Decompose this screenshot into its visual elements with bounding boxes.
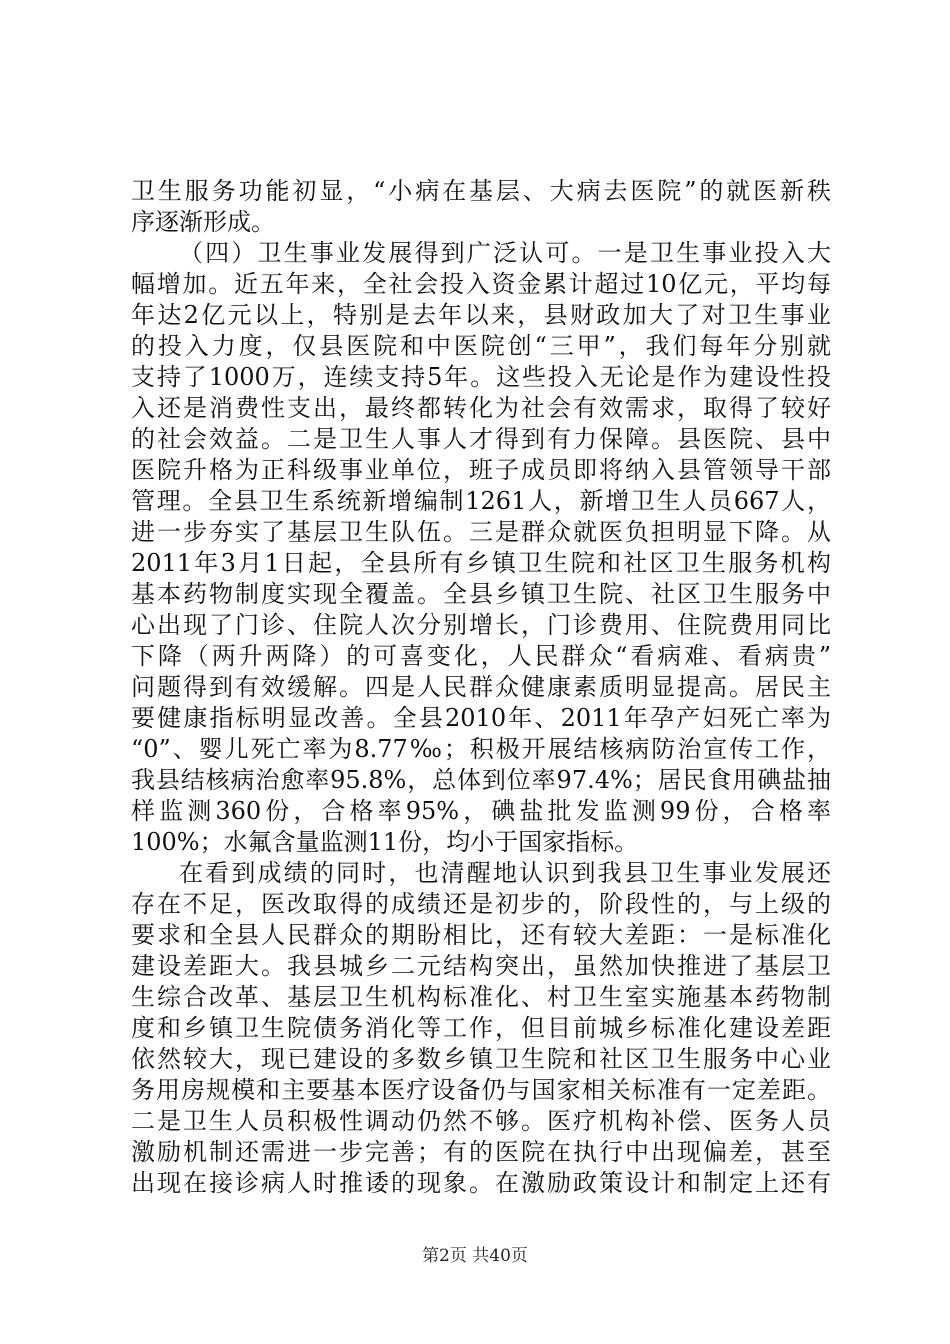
text-line: 二是卫生人员积极性调动仍然不够。医疗机构补偿、医务人员 xyxy=(131,1107,831,1135)
text-line: 务用房规模和主要基本医疗设备仍与国家相关标准有一定差距。 xyxy=(131,1076,831,1104)
text-line: 的社会效益。二是卫生人事人才得到有力保障。县医院、县中 xyxy=(131,425,831,453)
text-line: 存在不足，医改取得的成绩还是初步的，阶段性的，与上级的 xyxy=(131,890,831,918)
text-line: 下降（两升两降）的可喜变化，人民群众“看病难、看病贵” xyxy=(131,642,831,670)
text-line: 医院升格为正科级事业单位，班子成员即将纳入县管领导干部 xyxy=(131,456,831,484)
paragraph-first-line: 在看到成绩的同时，也清醒地认识到我县卫生事业发展还 xyxy=(179,859,831,887)
text-line: 的投入力度，仅县医院和中医院创“三甲”，我们每年分别就 xyxy=(131,332,831,360)
text-line: 要求和全县人民群众的期盼相比，还有较大差距：一是标准化 xyxy=(131,921,831,949)
page-number-footer: 第2页 共40页 xyxy=(422,1246,528,1266)
text-line: 度和乡镇卫生院债务消化等工作，但目前城乡标准化建设差距 xyxy=(131,1014,831,1042)
text-line: 卫生服务功能初显，“小病在基层、大病去医院”的就医新秩 xyxy=(131,177,831,205)
text-line: 基本药物制度实现全覆盖。全县乡镇卫生院、社区卫生服务中 xyxy=(131,580,831,608)
text-line: 依然较大，现已建设的多数乡镇卫生院和社区卫生服务中心业 xyxy=(131,1045,831,1073)
text-line: 问题得到有效缓解。四是人民群众健康素质明显提高。居民主 xyxy=(131,673,831,701)
text-line: 生综合改革、基层卫生机构标准化、村卫生室实施基本药物制 xyxy=(131,983,831,1011)
text-line: 激励机制还需进一步完善；有的医院在执行中出现偏差，甚至 xyxy=(131,1138,831,1166)
text-line: 出现在接诊病人时推诿的现象。在激励政策设计和制定上还有 xyxy=(131,1169,831,1197)
text-line: 建设差距大。我县城乡二元结构突出，虽然加快推进了基层卫 xyxy=(131,952,831,980)
paragraph-first-line: （四）卫生事业发展得到广泛认可。一是卫生事业投入大 xyxy=(179,239,831,267)
text-line: 心出现了门诊、住院人次分别增长，门诊费用、住院费用同比 xyxy=(131,611,831,639)
text-line: 进一步夯实了基层卫生队伍。三是群众就医负担明显下降。从 xyxy=(131,518,831,546)
body-text xyxy=(131,176,831,1199)
text-line: 支持了1000万，连续支持5年。这些投入无论是作为建设性投 xyxy=(131,363,831,391)
text-line: 样监测360份，合格率95%，碘盐批发监测99份，合格率 xyxy=(131,797,831,825)
text-line: “0”、婴儿死亡率为8.77‰；积极开展结核病防治宣传工作， xyxy=(131,735,831,763)
text-line: 序逐渐形成。 xyxy=(131,208,275,236)
text-line: 100%；水氟含量监测11份，均小于国家指标。 xyxy=(131,828,639,856)
text-line: 要健康指标明显改善。全县2010年、2011年孕产妇死亡率为 xyxy=(131,704,831,732)
text-line: 管理。全县卫生系统新增编制1261人，新增卫生人员667人， xyxy=(131,487,831,515)
text-line: 幅增加。近五年来，全社会投入资金累计超过10亿元，平均每 xyxy=(131,270,831,298)
text-line: 我县结核病治愈率95.8%，总体到位率97.4%；居民食用碘盐抽 xyxy=(131,766,831,794)
text-line: 2011年3月1日起，全县所有乡镇卫生院和社区卫生服务机构 xyxy=(131,549,831,577)
text-line: 年达2亿元以上，特别是去年以来，县财政加大了对卫生事业 xyxy=(131,301,831,329)
text-line: 入还是消费性支出，最终都转化为社会有效需求，取得了较好 xyxy=(131,394,831,422)
